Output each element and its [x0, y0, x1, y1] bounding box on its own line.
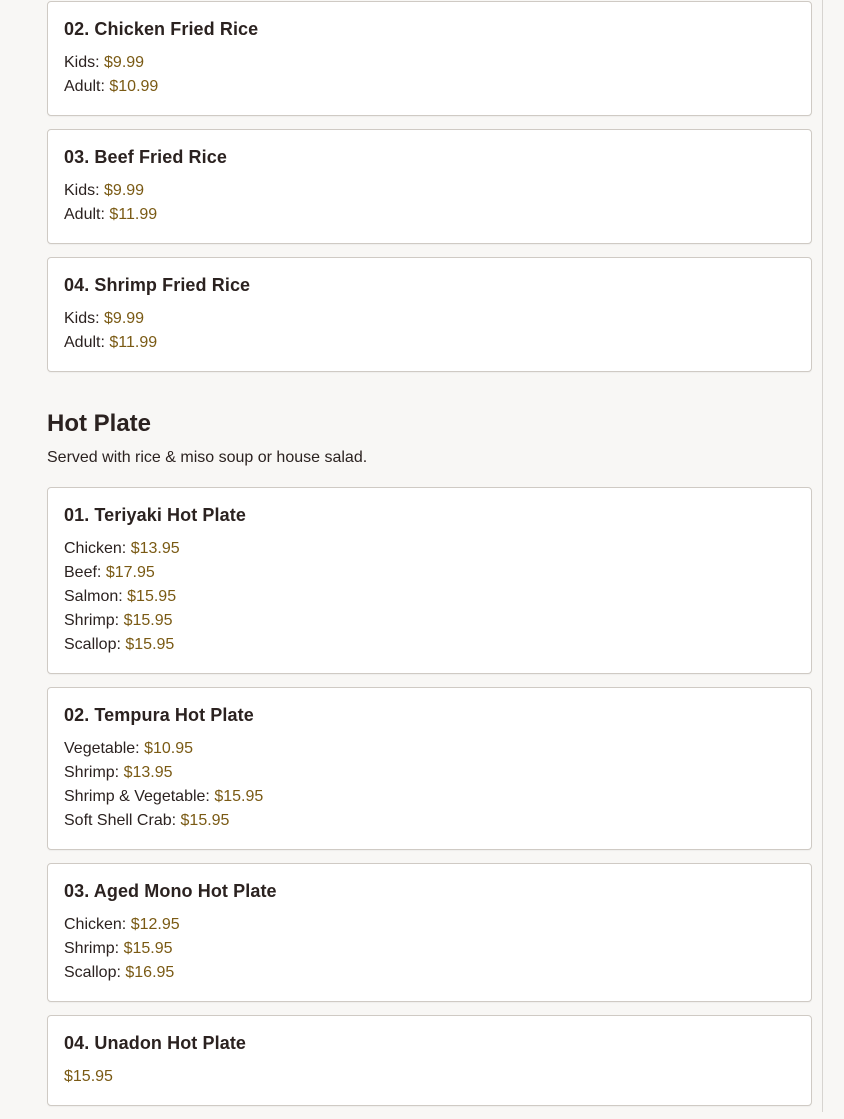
price-value: $11.99: [109, 334, 158, 351]
menu-item-title: 02. Chicken Fried Rice: [64, 19, 259, 39]
price-label: Shrimp:: [64, 612, 120, 629]
page-right-border: [822, 0, 823, 1112]
price-label: Beef:: [64, 564, 102, 581]
price-value: $13.95: [123, 764, 173, 781]
menu-item-card: [47, 687, 812, 850]
price-label: Kids:: [64, 182, 100, 199]
price-value: $15.95: [125, 636, 175, 653]
price-line: [64, 561, 795, 585]
price-line: [64, 203, 795, 227]
price-label: Adult:: [64, 78, 105, 95]
price-line: [64, 937, 795, 961]
price-label: Kids:: [64, 54, 100, 71]
price-line: [64, 585, 795, 609]
price-line: [64, 737, 795, 761]
price-value: $15.95: [214, 788, 264, 805]
price-value: $16.95: [125, 964, 175, 981]
price-value: $15.95: [123, 612, 173, 629]
price-value: $9.99: [104, 182, 145, 199]
price-label: Shrimp:: [64, 764, 120, 781]
price-value: $9.99: [104, 54, 145, 71]
price-value: $15.95: [123, 940, 173, 957]
menu-item-card: [47, 863, 812, 1002]
menu-item-card: [47, 487, 812, 674]
price-value: $15.95: [180, 812, 230, 829]
price-label: Chicken:: [64, 916, 127, 933]
price-value: $17.95: [105, 564, 155, 581]
section-title: Hot Plate: [47, 410, 152, 437]
price-label: Kids:: [64, 310, 100, 327]
section-description: Served with rice & miso soup or house salad.: [47, 449, 368, 466]
price-line: [64, 537, 795, 561]
price-line: [64, 51, 795, 75]
hot-plate-section: [47, 409, 812, 1119]
price-line: [64, 809, 795, 833]
price-value: $12.95: [130, 916, 180, 933]
menu-item-card: [47, 1015, 812, 1106]
price-label: Adult:: [64, 334, 105, 351]
menu-item-title: 04. Shrimp Fried Rice: [64, 275, 251, 295]
price-line: [64, 785, 795, 809]
price-line: [64, 1065, 795, 1089]
menu-item-card: [47, 1, 812, 116]
price-line: [64, 307, 795, 331]
price-label: Scallop:: [64, 964, 121, 981]
price-label: Salmon:: [64, 588, 123, 605]
menu-item-card: [47, 129, 812, 244]
price-line: [64, 331, 795, 355]
price-value: $13.95: [130, 540, 180, 557]
price-line: [64, 179, 795, 203]
price-value: $15.95: [127, 588, 177, 605]
price-value: $10.99: [109, 78, 159, 95]
menu-item-title: 02. Tempura Hot Plate: [64, 705, 254, 725]
menu-item-title: 04. Unadon Hot Plate: [64, 1033, 247, 1053]
price-label: Soft Shell Crab:: [64, 812, 177, 829]
price-line: [64, 913, 795, 937]
price-value: $15.95: [64, 1068, 113, 1085]
price-line: [64, 761, 795, 785]
price-label: Shrimp:: [64, 940, 120, 957]
price-line: [64, 961, 795, 985]
menu-item-title: 01. Teriyaki Hot Plate: [64, 505, 246, 525]
price-label: Scallop:: [64, 636, 121, 653]
price-label: Chicken:: [64, 540, 127, 557]
menu-item-title: 03. Beef Fried Rice: [64, 147, 227, 167]
menu-item-card: [47, 257, 812, 372]
price-label: Shrimp & Vegetable:: [64, 788, 210, 805]
price-line: [64, 609, 795, 633]
fried-rice-list: [47, 1, 812, 385]
menu-item-title: 03. Aged Mono Hot Plate: [64, 881, 277, 901]
price-value: $9.99: [104, 310, 145, 327]
price-value: $10.95: [144, 740, 194, 757]
price-label: Adult:: [64, 206, 105, 223]
price-line: [64, 633, 795, 657]
hot-plate-list: [47, 487, 812, 1106]
price-line: [64, 75, 795, 99]
price-value: $11.99: [109, 206, 158, 223]
price-label: Vegetable:: [64, 740, 140, 757]
